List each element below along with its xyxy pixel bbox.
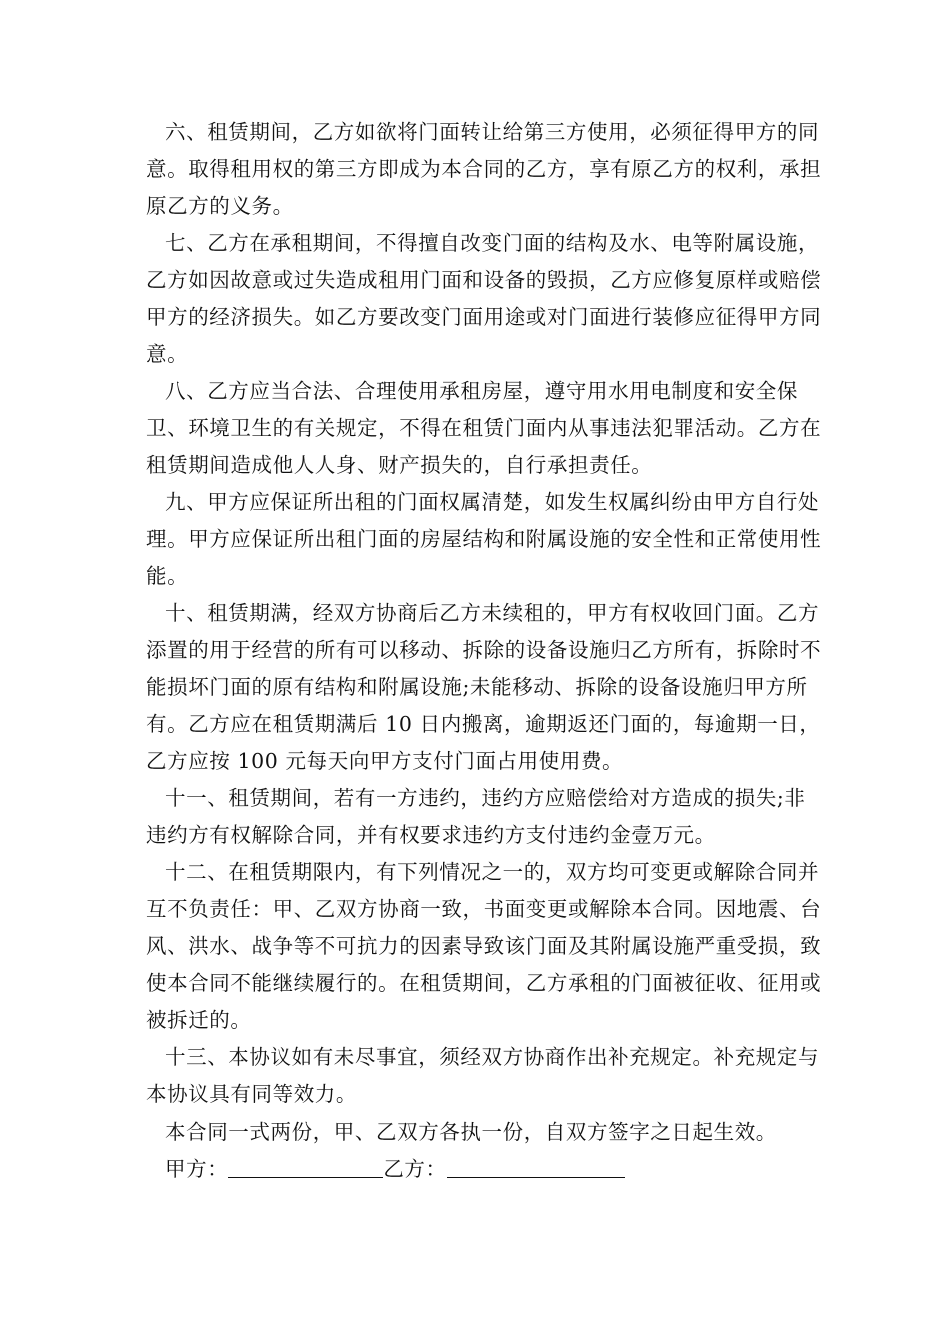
contract-body (146, 114, 824, 1188)
closing-statement: 本合同一式两份，甲、乙双方各执一份，自双方签字之日起生效。 (165, 1120, 777, 1144)
clause-9: 九、甲方应保证所出租的门面权属清楚，如发生权属纠纷由甲方自行处理。甲方应保证所出租门面的房屋结构和附属设施的安全性和正常使用性能。 (146, 490, 822, 588)
clause-10: 十、租赁期满，经双方协商后乙方未续租的，甲方有权收回门面。乙方添置的用于经营的所有可以移动、拆除的设备设施归乙方所有，拆除时不能损坏门面的原有结构和附属设施;未能移动、拆除的设备设施归甲方所有。乙方应在租赁期满后 10 日内搬离，逾期返还门面的，每逾期一日，乙方应按 100 元每天向甲方支付门面占用使用费。 (146, 601, 822, 773)
signature-line (146, 1151, 824, 1188)
clause-13: 十三、本协议如有未尽事宜，须经双方协商作出补充规定。补充规定与本协议具有同等效力。 (146, 1045, 820, 1106)
party-a-signature-blank (228, 1155, 383, 1178)
party-b-signature-blank (447, 1155, 625, 1178)
party-a-label: 甲方： (165, 1157, 229, 1181)
party-b-label: 乙方： (383, 1157, 447, 1181)
clause-7: 七、乙方在承租期间，不得擅自改变门面的结构及水、电等附属设施，乙方如因故意或过失造成租用门面和设备的毁损，乙方应修复原样或赔偿甲方的经济损失。如乙方要改变门面用途或对门面进行装修应征得甲方同意。 (146, 231, 822, 366)
clause-12: 十二、在租赁期限内，有下列情况之一的，双方均可变更或解除合同并互不负责任：甲、乙双方协商一致，书面变更或解除本合同。因地震、台风、洪水、战争等不可抗力的因素导致该门面及其附属设施严重受损，致使本合同不能继续履行的。在租赁期间，乙方承租的门面被征收、征用或被拆迁的。 (146, 860, 822, 1032)
clause-11: 十一、租赁期间，若有一方违约，违约方应赔偿给对方造成的损失;非违约方有权解除合同，并有权要求违约方支付违约金壹万元。 (146, 786, 806, 847)
clause-8: 八、乙方应当合法、合理使用承租房屋，遵守用水用电制度和安全保卫、环境卫生的有关规定，不得在租赁门面内从事违法犯罪活动。乙方在租赁期间造成他人人身、财产损失的，自行承担责任。 (146, 379, 822, 477)
clause-6: 六、租赁期间，乙方如欲将门面转让给第三方使用，必须征得甲方的同意。取得租用权的第三方即成为本合同的乙方，享有原乙方的权利，承担原乙方的义务。 (146, 120, 822, 218)
